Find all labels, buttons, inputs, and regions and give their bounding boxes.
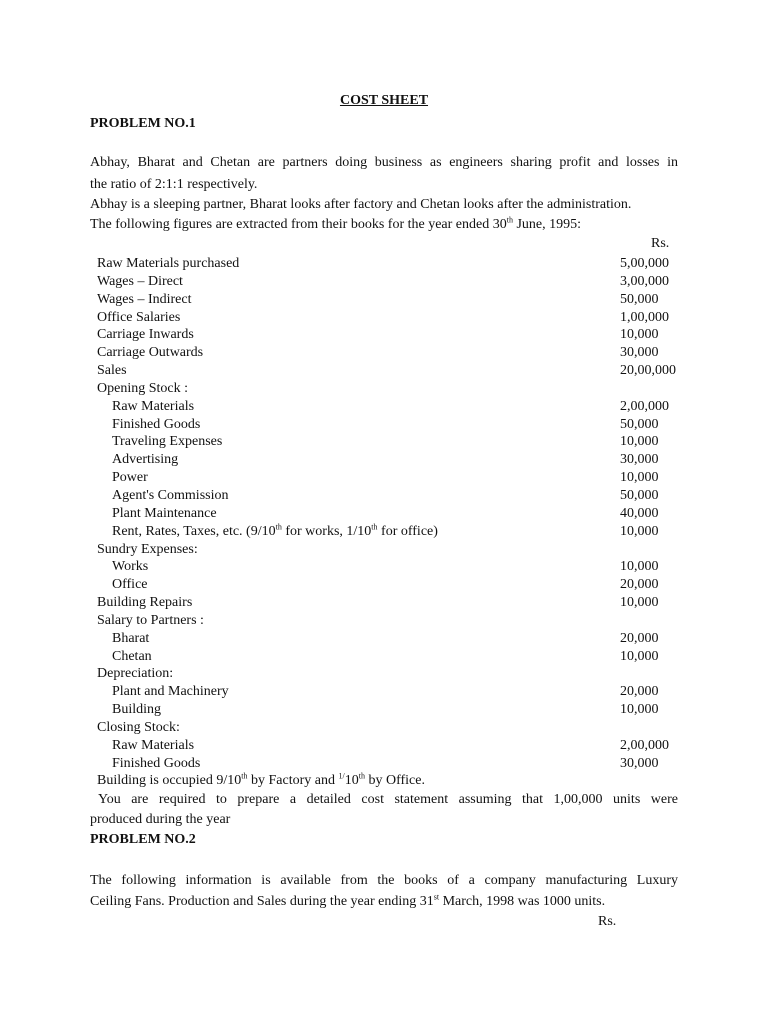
problem-2-heading: PROBLEM NO.2 bbox=[90, 832, 196, 847]
problem-1-intro-line-3: Abhay is a sleeping partner, Bharat looks after factory and Chetan looks after the administration. bbox=[90, 197, 632, 212]
figure-row bbox=[97, 701, 697, 719]
figure-label: Advertising bbox=[112, 452, 179, 468]
figure-label: Chetan bbox=[112, 648, 152, 664]
figure-row bbox=[97, 505, 697, 523]
figure-row bbox=[97, 594, 697, 612]
figure-label: Building bbox=[112, 702, 162, 718]
figure-amount: 2,00,000 bbox=[620, 398, 669, 414]
figure-label: Raw Materials purchased bbox=[97, 256, 240, 271]
figure-row bbox=[97, 416, 697, 434]
problem-1-intro-line-1: Abhay, Bharat and Chetan are partners doing business as engineers sharing profit and losses in bbox=[90, 155, 678, 170]
figure-label: Closing Stock: bbox=[97, 719, 180, 735]
figure-row bbox=[97, 558, 697, 576]
figure-label: Office bbox=[112, 577, 148, 593]
problem-1-intro-line-2: the ratio of 2:1:1 respectively. bbox=[90, 177, 258, 192]
figure-amount: 30,000 bbox=[620, 755, 659, 771]
figure-row bbox=[97, 309, 697, 327]
figure-row bbox=[97, 487, 697, 505]
figure-row bbox=[97, 755, 697, 773]
problem-1-intro-line-4: The following figures are extracted from their books for the year ended 30th June, 1995: bbox=[90, 215, 582, 232]
problem-1-figures-list bbox=[97, 255, 697, 772]
figure-row bbox=[97, 451, 697, 469]
figure-label: Finished Goods bbox=[112, 755, 201, 771]
figure-label: Opening Stock : bbox=[97, 380, 188, 396]
figure-amount: 20,00,000 bbox=[620, 363, 676, 379]
figure-row bbox=[97, 433, 697, 451]
figure-label: Office Salaries bbox=[97, 309, 181, 325]
figure-label: Wages – Direct bbox=[97, 273, 183, 289]
figure-row bbox=[97, 344, 697, 362]
problem-1-heading: PROBLEM NO.1 bbox=[90, 116, 196, 131]
figure-label: Carriage Outwards bbox=[97, 345, 204, 361]
figure-label: Plant and Machinery bbox=[112, 684, 229, 700]
figure-row bbox=[97, 469, 697, 487]
figure-row bbox=[97, 523, 697, 541]
figure-row bbox=[97, 398, 697, 416]
figure-amount: 20,000 bbox=[620, 630, 659, 646]
figure-label: Agent's Commission bbox=[112, 487, 229, 503]
figure-amount: 20,000 bbox=[620, 684, 659, 700]
requirement-line-2: produced during the year bbox=[90, 812, 231, 827]
figure-amount: 1,00,000 bbox=[620, 309, 669, 325]
figure-label: Sundry Expenses: bbox=[97, 541, 198, 557]
figure-label: Finished Goods bbox=[112, 416, 201, 432]
figure-label: Power bbox=[112, 470, 148, 486]
problem-2-rs-header: Rs. bbox=[598, 914, 617, 929]
figure-label: Carriage Inwards bbox=[97, 327, 194, 343]
building-occupancy-note: Building is occupied 9/10th by Factory and $^{1/}$10th by Office. bbox=[97, 771, 425, 788]
figure-amount: 10,000 bbox=[620, 702, 659, 718]
figure-label: Wages – Indirect bbox=[97, 291, 192, 307]
page-title: COST SHEET bbox=[339, 93, 429, 108]
figure-row bbox=[97, 380, 697, 398]
figure-label: Plant Maintenance bbox=[112, 505, 217, 521]
figure-amount: 40,000 bbox=[620, 505, 659, 521]
figure-row bbox=[97, 326, 697, 344]
figure-amount: 3,00,000 bbox=[620, 273, 669, 289]
figure-amount: 10,000 bbox=[620, 648, 659, 664]
figure-row bbox=[97, 291, 697, 309]
figure-row bbox=[97, 648, 697, 666]
figure-label: Sales bbox=[97, 363, 127, 379]
figure-label: Rent, Rates, Taxes, etc. (9/10th for works, 1/10th for office) bbox=[112, 522, 438, 539]
figure-row bbox=[97, 612, 697, 630]
figure-amount: 10,000 bbox=[620, 470, 659, 486]
figure-amount: 5,00,000 bbox=[620, 256, 669, 271]
figure-row bbox=[97, 541, 697, 559]
problem-1-rs-header: Rs. bbox=[651, 236, 670, 251]
figure-row bbox=[97, 630, 697, 648]
figure-amount: 50,000 bbox=[620, 291, 659, 307]
figure-row bbox=[97, 737, 697, 755]
figure-amount: 50,000 bbox=[620, 487, 659, 503]
figure-row bbox=[97, 255, 697, 273]
figure-label: Raw Materials bbox=[112, 737, 195, 753]
figure-amount: 10,000 bbox=[620, 595, 659, 611]
figure-row bbox=[97, 683, 697, 701]
problem-2-intro-line-1: The following information is available from the books of a company manufacturing Luxury bbox=[90, 873, 678, 888]
figure-row bbox=[97, 576, 697, 594]
figure-amount: 30,000 bbox=[620, 345, 659, 361]
requirement-line-1: You are required to prepare a detailed cost statement assuming that 1,00,000 units were bbox=[98, 792, 678, 807]
figure-label: Works bbox=[112, 559, 149, 575]
figure-row bbox=[97, 273, 697, 291]
figure-amount: 10,000 bbox=[620, 327, 659, 343]
figure-amount: 10,000 bbox=[620, 559, 659, 575]
figure-label: Traveling Expenses bbox=[112, 434, 223, 450]
figure-label: Bharat bbox=[112, 630, 150, 646]
figure-amount: 10,000 bbox=[620, 523, 659, 539]
figure-label: Salary to Partners : bbox=[97, 612, 204, 628]
figure-label: Depreciation: bbox=[97, 666, 174, 682]
figure-amount: 10,000 bbox=[620, 434, 659, 450]
problem-2-intro-line-2: Ceiling Fans. Production and Sales during the year ending 31st March, 1998 was 1000 units. bbox=[90, 892, 606, 909]
figure-row bbox=[97, 362, 697, 380]
figure-amount: 2,00,000 bbox=[620, 737, 669, 753]
figure-amount: 20,000 bbox=[620, 577, 659, 593]
figure-label: Building Repairs bbox=[97, 595, 193, 611]
figure-amount: 50,000 bbox=[620, 416, 659, 432]
figure-row bbox=[97, 719, 697, 737]
figure-label: Raw Materials bbox=[112, 398, 195, 414]
figure-row bbox=[97, 665, 697, 683]
figure-amount: 30,000 bbox=[620, 452, 659, 468]
